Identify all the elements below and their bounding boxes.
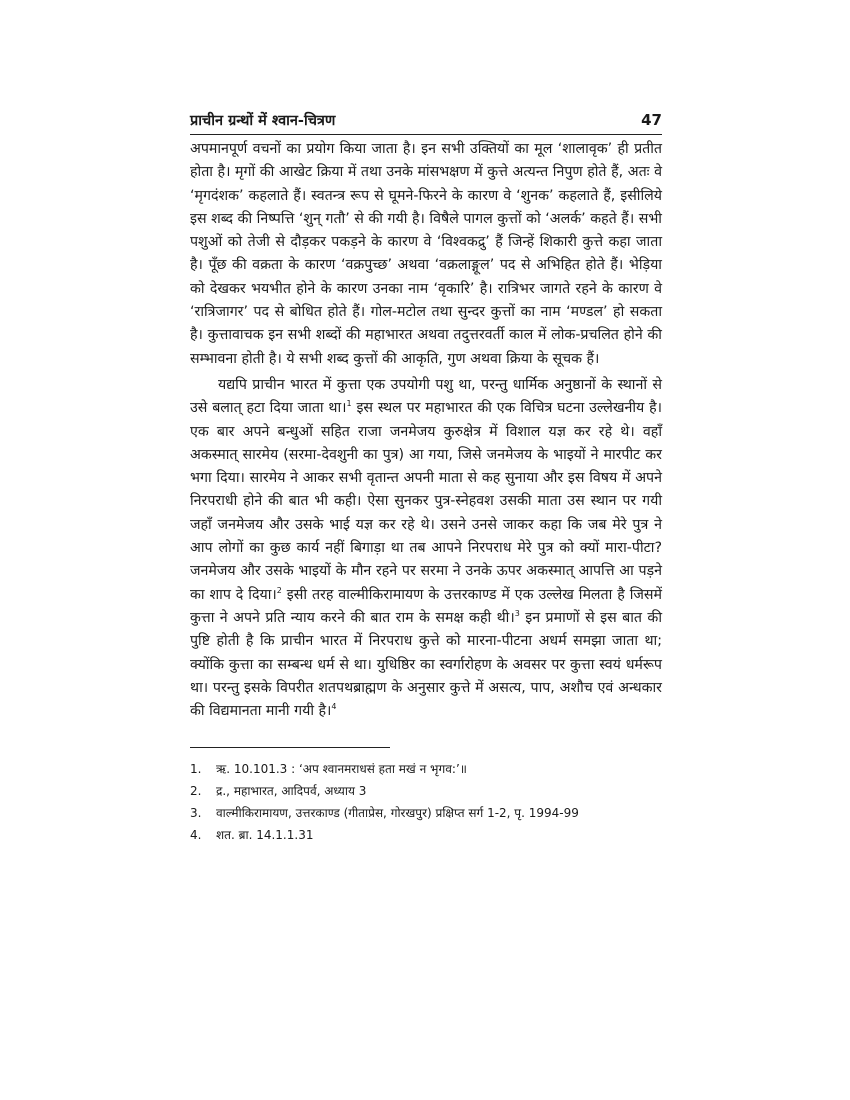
- footnote-number: 3.: [190, 806, 202, 821]
- footnote-number: 1.: [190, 762, 202, 777]
- footnote-ref-2: 2: [276, 585, 282, 595]
- paragraph-2-part-4: इन प्रमाणों से इस बात की पुष्टि होती है कि प्राचीन भारत में निरपराध कुत्ते को मारना-पीटना अधर्म समझा जाता था; क्योंकि कुत्ता का सम्बन्ध धर्म से था। युधिष्ठिर का स्वर्गारोहण के अवसर पर कुत्ता स्वयं धर्मरूप था। परन्तु इसके विपरीत शतपथब्राह्मण के अनुसार कुत्ते में असत्य, पाप, अशौच एवं अन्धकार की विद्यमानता मानी गयी है।: [190, 609, 662, 720]
- book-page: [190, 110, 662, 846]
- footnote-item: [190, 758, 662, 780]
- footnote-item: [190, 824, 662, 846]
- paragraph-1: अपमानपूर्ण वचनों का प्रयोग किया जाता है। इन सभी उक्तियों का मूल ‘शालावृक’ ही प्रतीत होता है। मृगों की आखेट क्रिया में तथा उनके मांसभक्षण में कुत्ते अत्यन्त निपुण होते हैं, अतः वे ‘मृगदंशक’ कहलाते हैं। स्वतन्त्र रूप से घूमने-फिरने के कारण वे ‘शुनक’ कहलाते हैं, इसीलिये इस शब्द की निष्पत्ति ‘शुन् गतौ’ से की गयी है। विषैले पागल कुत्तों को ‘अलर्क’ कहते हैं। सभी पशुओं को तेजी से दौड़कर पकड़ने के कारण वे ‘विश्वकद्रु’ हैं जिन्हें शिकारी कुत्ते कहा जाता है। पूँछ की वक्रता के कारण ‘वक्रपुच्छ’ अथवा ‘वक्रलाङ्गूल’ पद से अभिहित होते हैं। भेड़िया को देखकर भयभीत होने के कारण उनका नाम ‘वृकारि’ है। रात्रिभर जागते रहने के कारण वे ‘रात्रिजागर’ पद से बोधित होते हैं। गोल-मटोल तथा सुन्दर कुत्तों का नाम ‘मण्डल’ हो सकता है। कुत्तावाचक इन सभी शब्दों की महाभारत अथवा तदुत्तरवर्ती काल में लोक-प्रचलित होने की सम्भावना होती है। ये सभी शब्द कुत्तों की आकृति, गुण अथवा क्रिया के सूचक हैं।: [190, 141, 662, 367]
- paragraph-2: [190, 374, 662, 723]
- footnote-item: [190, 780, 662, 802]
- footnote-ref-3: 3: [514, 608, 520, 618]
- footnote-divider: [190, 747, 390, 748]
- footnote-text: ऋ. 10.101.3 : ‘अप श्वानमराधसं हता मखं न भृगव:’॥: [216, 762, 467, 777]
- page-number: 47: [641, 111, 662, 129]
- footnote-ref-1: 1: [346, 399, 352, 409]
- paragraph-2-part-3: इसी तरह वाल्मीकिरामायण के उत्तरकाण्ड में एक उल्लेख मिलता है जिसमें कुत्ता ने अपने प्रति न्याय करने की बात राम के समक्ष कही थी।: [190, 586, 662, 626]
- footnotes: [190, 758, 662, 846]
- footnote-item: [190, 802, 662, 824]
- footnote-number: 2.: [190, 784, 202, 799]
- footnote-text: द्र., महाभारत, आदिपर्व, अध्याय 3: [216, 784, 367, 799]
- paragraph-2-part-1: यद्यपि प्राचीन भारत में कुत्ता एक उपयोगी पशु था, परन्तु धार्मिक अनुष्ठानों के स्थानों से उसे बलात् हटा दिया जाता था।: [190, 376, 662, 417]
- chapter-title: प्राचीन ग्रन्थों में श्वान-चित्रण: [190, 113, 336, 129]
- footnote-ref-4: 4: [331, 702, 337, 712]
- paragraph-2-part-2: इस स्थल पर महाभारत की एक विचित्र घटना उल्लेखनीय है। एक बार अपने बन्धुओं सहित राजा जनमेजय कुरुक्षेत्र में विशाल यज्ञ कर रहे थे। वहाँ अकस्मात् सारमेय (सरमा-देवशुनी का पुत्र) आ गया, जिसे जनमेजय के भाइयों ने मारपीट कर भगा दिया। सारमेय ने आकर सभी वृतान्त अपनी माता से कह सुनाया और इस विषय में अपने निरपराधी होने की बात भी कही। ऐसा सुनकर पुत्र-स्नेहवश उसकी माता उस स्थान पर गयी जहाँ जनमेजय और उसके भाई यज्ञ कर रहे थे। उसने उनसे जाकर कहा कि जब मेरे पुत्र ने आप लोगों का कुछ कार्य नहीं बिगाड़ा था तब आपने निरपराध मेरे पुत्र को क्यों मारा-पीटा? जनमेजय और उसके भाइयों के मौन रहने पर सरमा ने उनके ऊपर अकस्मात् आपत्ति आ पड़ने का शाप दे दिया।: [190, 400, 662, 603]
- footnote-text: वाल्मीकिरामायण, उत्तरकाण्ड (गीताप्रेस, गोरखपुर) प्रक्षिप्त सर्ग 1-2, पृ. 1994-99: [216, 806, 579, 821]
- body-text: [190, 138, 662, 723]
- running-header: [190, 110, 662, 135]
- footnote-number: 4.: [190, 828, 202, 843]
- footnote-text: शत. ब्रा. 14.1.1.31: [216, 828, 314, 843]
